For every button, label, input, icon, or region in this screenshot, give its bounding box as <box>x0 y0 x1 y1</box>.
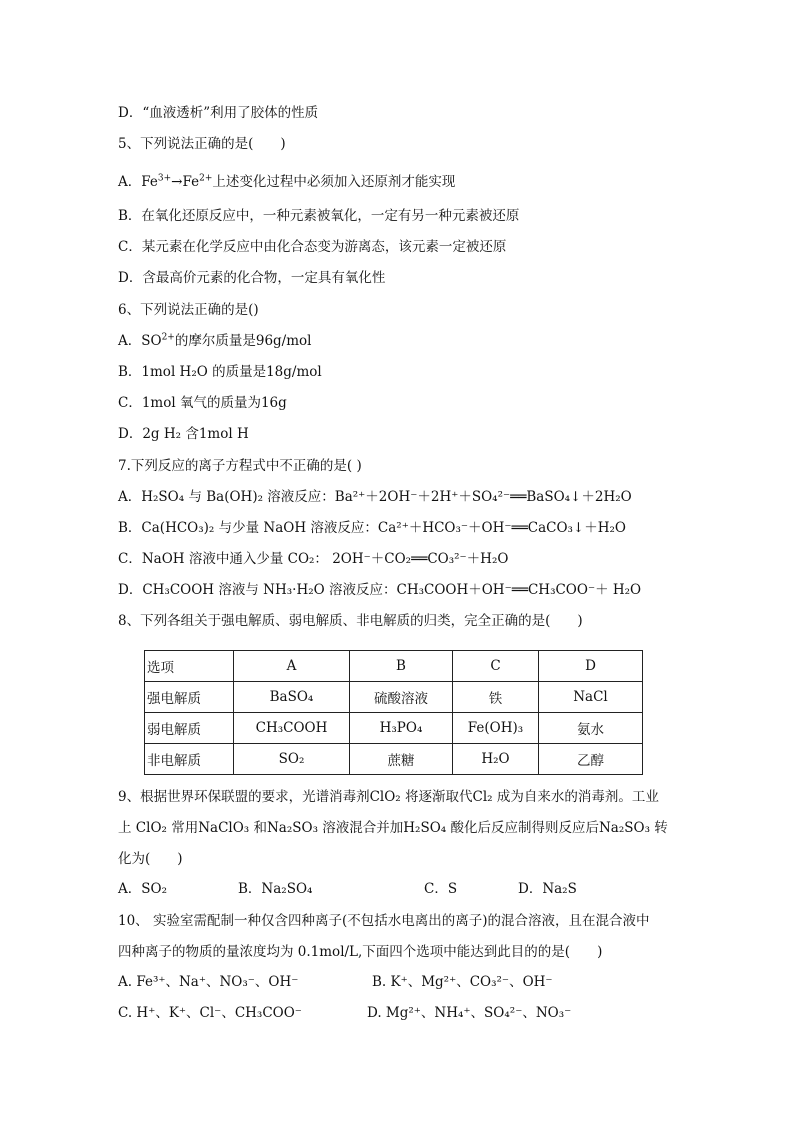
q5-option-a-pre: A．Fe <box>118 174 158 190</box>
q6-option-b: B．1mol H₂O 的质量是18g/mol <box>118 364 322 380</box>
table-cell: BaSO₄ <box>234 682 350 713</box>
q6-option-a-post: 的摩尔质量是96g/mol <box>174 333 312 349</box>
q7-option-b: B．Ca(HCO₃)₂ 与少量 NaOH 溶液反应：Ca²⁺＋HCO₃⁻＋OH⁻══CaCO₃↓＋H₂O <box>118 520 626 536</box>
q5-option-a-sup1: 3+ <box>157 173 172 184</box>
q6-option-a-sup: 2+ <box>161 332 175 343</box>
q10-option-d: D. Mg²⁺、NH₄⁺、SO₄²⁻、NO₃⁻ <box>367 1005 572 1021</box>
q5-option-c: C．某元素在化学反应中由化合态变为游离态，该元素一定被还原 <box>118 239 507 255</box>
table-cell: 弱电解质 <box>145 713 234 744</box>
q5-option-a-post: 上述变化过程中必须加入还原剂才能实现 <box>212 174 456 190</box>
q10-option-c: C. H⁺、K⁺、Cl⁻、CH₃COO⁻ <box>118 1005 302 1021</box>
q5-option-a-sup2: 2+ <box>199 173 213 184</box>
table-header-cell: A <box>234 651 350 682</box>
q6-stem: 6、下列说法正确的是() <box>118 302 259 318</box>
q6-option-a <box>118 332 311 350</box>
table-header-cell: B <box>350 651 453 682</box>
q5-stem: 5、下列说法正确的是( ) <box>118 136 286 152</box>
q8-classification-table <box>144 650 643 775</box>
q4-option-d: D．“血液透析”利用了胶体的性质 <box>118 105 319 121</box>
q9-line-2: 上 ClO₂ 常用NaClO₃ 和Na₂SO₃ 溶液混合并加H₂SO₄ 酸化后反应制得则反应后Na₂SO₃ 转 <box>118 820 668 836</box>
q10-option-a: A. Fe³⁺、Na⁺、NO₃⁻、OH⁻ <box>118 974 299 990</box>
table-header-row <box>145 651 643 682</box>
q6-option-c: C．1mol 氧气的质量为16g <box>118 395 287 411</box>
q9-option-d: D．Na₂S <box>518 881 577 897</box>
table-cell: 非电解质 <box>145 744 234 775</box>
table-cell: 乙醇 <box>539 744 643 775</box>
table-cell: 铁 <box>453 682 539 713</box>
q9-line-3: 化为( ) <box>118 851 183 867</box>
q10-line-2: 四种离子的物质的量浓度均为 0.1mol/L,下面四个选项中能达到此目的的是( ) <box>118 944 603 960</box>
table-cell: 硫酸溶液 <box>350 682 453 713</box>
q5-option-b: B．在氧化还原反应中，一种元素被氧化，一定有另一种元素被还原 <box>118 208 520 224</box>
q7-option-c: C．NaOH 溶液中通入少量 CO₂： 2OH⁻＋CO₂══CO₃²⁻＋H₂O <box>118 551 509 567</box>
table-cell: 强电解质 <box>145 682 234 713</box>
q6-option-d: D．2g H₂ 含1mol H <box>118 426 249 442</box>
q7-option-a: A．H₂SO₄ 与 Ba(OH)₂ 溶液反应：Ba²⁺＋2OH⁻＋2H⁺＋SO₄²⁻══BaSO₄↓＋2H₂O <box>118 489 632 505</box>
table-cell: NaCl <box>539 682 643 713</box>
table-header-cell: D <box>539 651 643 682</box>
q8-stem: 8、下列各组关于强电解质、弱电解质、非电解质的归类，完全正确的是( ) <box>118 613 583 629</box>
q5-option-d: D．含最高价元素的化合物，一定具有氧化性 <box>118 270 386 286</box>
q5-option-a <box>118 173 455 191</box>
q9-option-b: B．Na₂SO₄ <box>238 881 313 897</box>
table-cell: H₂O <box>453 744 539 775</box>
table-row <box>145 682 643 713</box>
q7-option-d: D．CH₃COOH 溶液与 NH₃·H₂O 溶液反应：CH₃COOH＋OH⁻══CH₃COO⁻＋ H₂O <box>118 582 642 598</box>
table-cell: Fe(OH)₃ <box>453 713 539 744</box>
table-header-cell: C <box>453 651 539 682</box>
table-header-cell: 选项 <box>145 651 234 682</box>
q9-line-1: 9、根据世界环保联盟的要求，光谱消毒剂ClO₂ 将逐渐取代Cl₂ 成为自来水的消毒剂。工业 <box>118 789 659 805</box>
q6-option-a-pre: A．SO <box>118 333 162 349</box>
q7-stem: 7.下列反应的离子方程式中不正确的是( ) <box>118 458 362 474</box>
q5-option-a-mid: →Fe <box>171 174 200 190</box>
table-row <box>145 744 643 775</box>
table-cell: H₃PO₄ <box>350 713 453 744</box>
table-cell: SO₂ <box>234 744 350 775</box>
table-cell: 蔗糖 <box>350 744 453 775</box>
table-cell: 氨水 <box>539 713 643 744</box>
q10-line-1: 10、 实验室需配制一种仅含四种离子(不包括水电离出的离子)的混合溶液，且在混合液中 <box>118 913 650 929</box>
q9-option-c: C．S <box>424 881 458 897</box>
q10-option-b: B. K⁺、Mg²⁺、CO₃²⁻、OH⁻ <box>372 974 553 990</box>
q9-option-a: A．SO₂ <box>118 881 167 897</box>
table-cell: CH₃COOH <box>234 713 350 744</box>
table-row <box>145 713 643 744</box>
